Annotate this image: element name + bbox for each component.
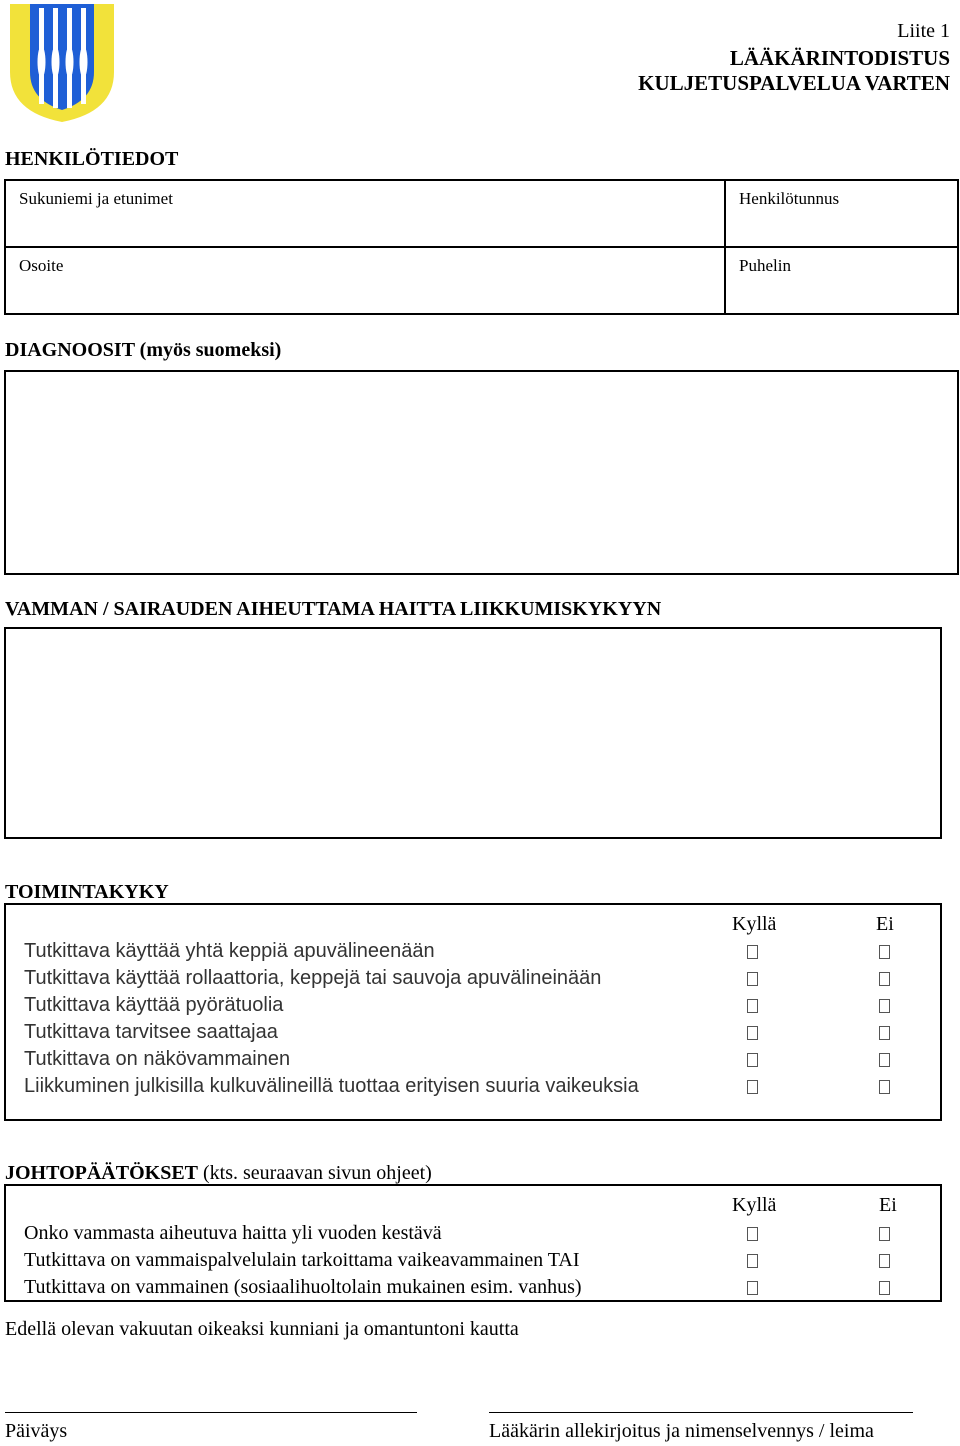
no-checkbox[interactable]	[879, 999, 890, 1013]
yes-checkbox[interactable]	[747, 1080, 758, 1094]
conclusions-note: (kts. seuraavan sivun ohjeet)	[198, 1162, 432, 1184]
municipality-crest-icon	[8, 2, 116, 124]
row-divider	[6, 246, 957, 248]
item-label: Onko vammasta aiheutuva haitta yli vuoden kestävä	[24, 1222, 442, 1244]
title-line-1: LÄÄKÄRINTODISTUS	[729, 46, 950, 70]
item-label: Tutkittava käyttää yhtä keppiä apuvälineenään	[24, 940, 435, 962]
signature-line[interactable]	[489, 1412, 913, 1413]
document-title	[638, 46, 950, 96]
diagnoses-field[interactable]	[4, 370, 959, 575]
no-checkbox[interactable]	[879, 1080, 890, 1094]
date-label: Päiväys	[5, 1420, 68, 1442]
yes-checkbox[interactable]	[747, 972, 758, 986]
functional-table	[4, 903, 942, 1121]
conclusions-title: JOHTOPÄÄTÖKSET	[5, 1162, 199, 1184]
item-label: Liikkuminen julkisilla kulkuvälineillä tuottaa erityisen suuria vaikeuksia	[24, 1075, 639, 1097]
conclusions-heading	[5, 1162, 432, 1185]
item-label: Tutkittava on vammaispalvelulain tarkoittama vaikeavammainen TAI	[24, 1249, 580, 1271]
impairment-heading: VAMMAN / SAIRAUDEN AIHEUTTAMA HAITTA LIIKKUMISKYKYYN	[5, 598, 662, 620]
no-checkbox[interactable]	[879, 1227, 890, 1241]
no-column-label: Ei	[879, 1194, 897, 1216]
column-divider	[724, 181, 726, 313]
functional-heading: TOIMINTAKYKY	[5, 881, 169, 903]
item-label: Tutkittava on vammainen (sosiaalihuoltolain mukainen esim. vanhus)	[24, 1276, 582, 1298]
no-checkbox[interactable]	[879, 945, 890, 959]
yes-checkbox[interactable]	[747, 1227, 758, 1241]
address-field[interactable]: Osoite	[19, 256, 64, 275]
phone-field[interactable]: Puhelin	[739, 256, 791, 275]
yes-checkbox[interactable]	[747, 1254, 758, 1268]
item-label: Tutkittava käyttää rollaattoria, keppejä tai sauvoja apuvälineinään	[24, 967, 602, 989]
item-label: Tutkittava käyttää pyörätuolia	[24, 994, 284, 1016]
diagnoses-heading: DIAGNOOSIT (myös suomeksi)	[5, 339, 282, 361]
no-checkbox[interactable]	[879, 1026, 890, 1040]
item-label: Tutkittava on näkövammainen	[24, 1048, 291, 1070]
attachment-label: Liite 1	[897, 20, 950, 42]
yes-checkbox[interactable]	[747, 1281, 758, 1295]
date-line[interactable]	[5, 1412, 417, 1413]
no-checkbox[interactable]	[879, 972, 890, 986]
personal-heading: HENKILÖTIEDOT	[5, 148, 179, 170]
yes-checkbox[interactable]	[747, 1026, 758, 1040]
yes-checkbox[interactable]	[747, 1053, 758, 1067]
name-field[interactable]: Sukuniemi ja etunimet	[19, 189, 173, 208]
no-checkbox[interactable]	[879, 1053, 890, 1067]
id-number-field[interactable]: Henkilötunnus	[739, 189, 840, 208]
no-checkbox[interactable]	[879, 1281, 890, 1295]
no-column-label: Ei	[876, 913, 894, 935]
signature-label: Lääkärin allekirjoitus ja nimenselvennys / leima	[489, 1420, 874, 1442]
no-checkbox[interactable]	[879, 1254, 890, 1268]
title-line-2: KULJETUSPALVELUA VARTEN	[638, 71, 950, 95]
yes-column-label: Kyllä	[732, 913, 777, 935]
personal-info-table	[4, 179, 959, 315]
item-label: Tutkittava tarvitsee saattajaa	[24, 1021, 278, 1043]
yes-checkbox[interactable]	[747, 999, 758, 1013]
yes-checkbox[interactable]	[747, 945, 758, 959]
conclusions-table	[4, 1184, 942, 1302]
impairment-field[interactable]	[4, 627, 942, 839]
yes-column-label: Kyllä	[732, 1194, 777, 1216]
declaration-text: Edellä olevan vakuutan oikeaksi kunniani ja omantuntoni kautta	[5, 1318, 519, 1340]
